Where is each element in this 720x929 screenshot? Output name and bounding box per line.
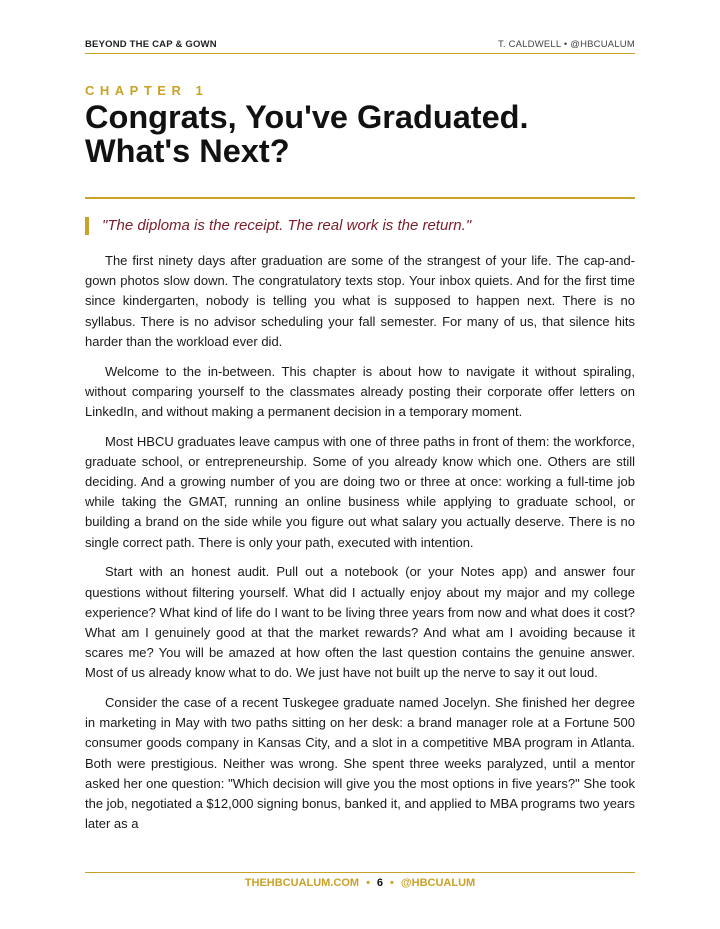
chapter-title: Congrats, You've Graduated. What's Next? [85, 99, 529, 169]
book-title: BEYOND THE CAP & GOWN [85, 39, 217, 50]
page-number: 6 [376, 877, 384, 889]
author-byline: T. CALDWELL • @HBCUALUM [497, 39, 635, 50]
title-divider [85, 197, 635, 199]
paragraph: Welcome to the in-between. This chapter is about how to navigate it without spiraling, without comparing yourself to the classmates already posting their corporate offer letters on LinkedIn, and without making a permanent decision in a temporary moment. [85, 363, 635, 419]
epigraph-bar [85, 217, 89, 235]
document-page [85, 0, 635, 929]
paragraph: The first ninety days after graduation are some of the strangest of your life. The cap-and-gown photos slow down. The congratulatory texts stop. Your inbox quiets. And for the first time since kindergarten, nobody is telling you what is supposed to happen next. There is no syllabus. There is no advisor scheduling your fall semester. For many of us, that silence hits harder than the workload ever did. [85, 253, 635, 349]
paragraph: Consider the case of a recent Tuskegee graduate named Jocelyn. She finished her degree in marketing in May with two paths sitting on her desk: a brand manager role at a Fortune 500 consumer goods company in Kansas City, and a slot in a competitive MBA program in Atlanta. Both were prestigious. Neither was wrong. She spent three weeks paralyzed, until a mentor asked her one question: "Which decision will give you the most options in five years?" She took the job, negotiated a $12,000 signing bonus, banked it, and applied to MBA programs two years later as a [85, 695, 635, 832]
footer-site: THEHBCUALUM.COM [244, 877, 360, 889]
footer-separator: • [366, 877, 370, 889]
chapter-label: CHAPTER 1 [85, 83, 209, 98]
paragraph: Start with an honest audit. Pull out a notebook (or your Notes app) and answer four questions without filtering yourself. What did I actually enjoy about my major and my college experience? What kind of life do I want to be living three years from now and what does it cost? What am I genuinely good at that the market rewards? And what am I avoiding because it scares me? You will be amazed at how often the last question contains the genuine answer. Most of us already know what to do. We just have not built up the nerve to say it out loud. [85, 564, 635, 681]
body-text [85, 251, 635, 844]
footer-separator: • [390, 877, 394, 889]
footer-handle: @HBCUALUM [400, 877, 476, 889]
paragraph: Most HBCU graduates leave campus with one of three paths in front of them: the workforce, graduate school, or entrepreneurship. Some of you already know which one. Others are still deciding. And a growing number of you are doing two or three at once: working a full-time job while taking the GMAT, running an online business while applying to graduate school, or building a brand on the side while you figure out what salary you actually deserve. There is no single correct path. There is only your path, executed with intention. [85, 433, 635, 550]
running-footer [85, 872, 635, 889]
epigraph: "The diploma is the receipt. The real work is the return." [102, 217, 472, 234]
running-header [85, 39, 635, 54]
